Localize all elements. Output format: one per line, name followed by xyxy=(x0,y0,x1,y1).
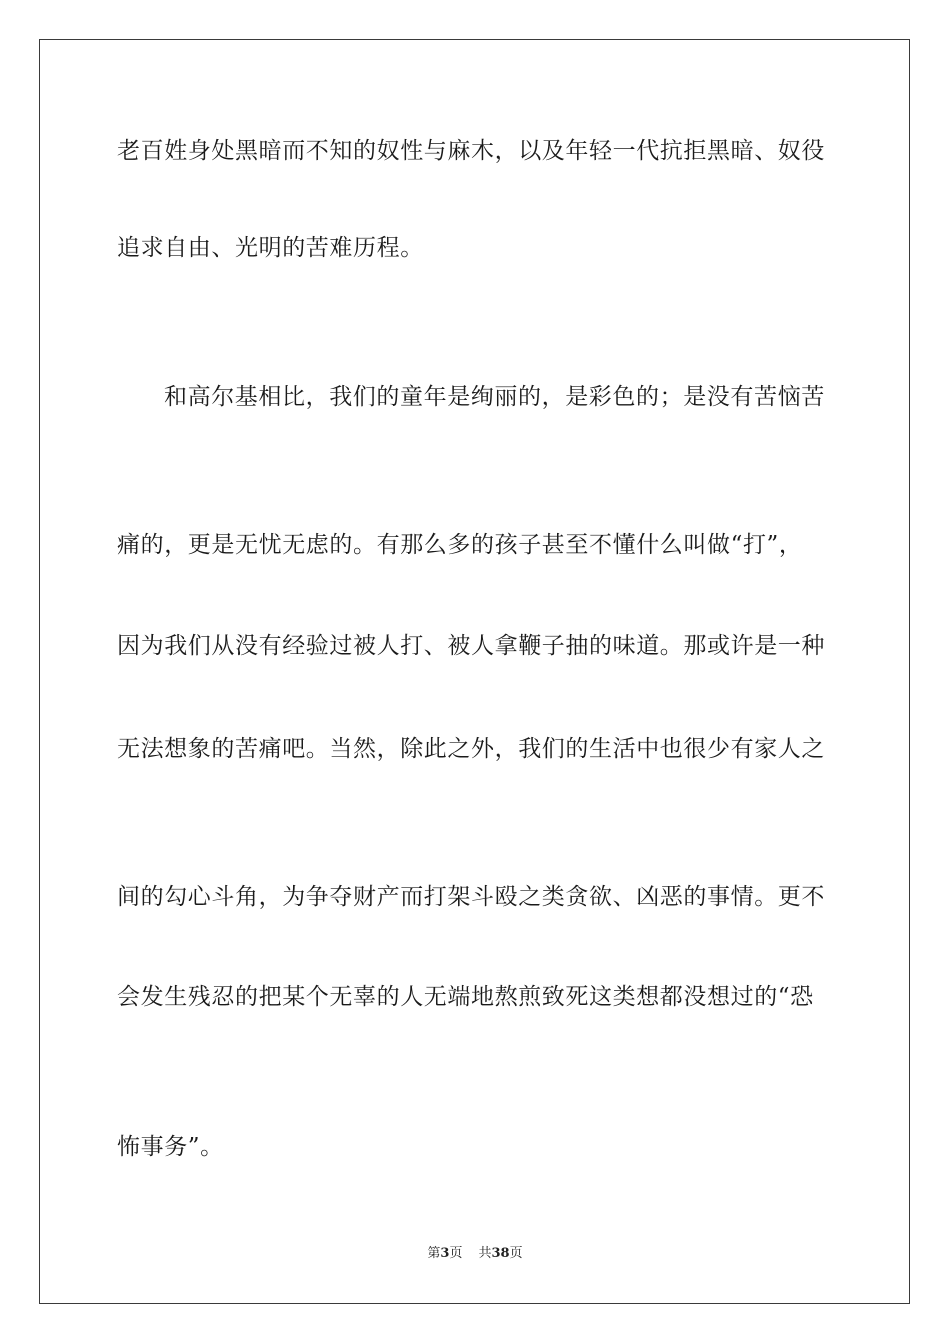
page-suffix: 页 xyxy=(449,1246,463,1261)
page-prefix: 第 xyxy=(427,1246,441,1261)
body-text-line: 怖事务”。 xyxy=(117,1134,224,1160)
page-border xyxy=(39,39,910,1304)
body-text-line: 因为我们从没有经验过被人打、被人拿鞭子抽的味道。那或许是一种 xyxy=(117,633,825,659)
body-text-line: 间的勾心斗角，为争夺财产而打架斗殴之类贪欲、凶恶的事情。更不 xyxy=(117,884,825,910)
paragraph-first-line: 和高尔基相比，我们的童年是绚丽的，是彩色的；是没有苦恼苦 xyxy=(164,384,825,410)
page-footer xyxy=(0,1245,950,1263)
body-text-line: 老百姓身处黑暗而不知的奴性与麻木，以及年轻一代抗拒黑暗、奴役 xyxy=(117,138,825,164)
total-prefix: 共 xyxy=(478,1246,492,1261)
body-text-line: 无法想象的苦痛吧。当然，除此之外，我们的生活中也很少有家人之 xyxy=(117,736,825,762)
total-suffix: 页 xyxy=(509,1246,523,1261)
total-pages: 38 xyxy=(491,1246,510,1261)
body-text-line: 追求自由、光明的苦难历程。 xyxy=(117,235,424,261)
body-text-line: 会发生残忍的把某个无辜的人无端地熬煎致死这类想都没想过的“恐 xyxy=(117,984,814,1010)
body-text-line: 痛的，更是无忧无虑的。有那么多的孩子甚至不懂什么叫做“打”， xyxy=(117,532,803,558)
page-number: 3 xyxy=(440,1246,450,1261)
